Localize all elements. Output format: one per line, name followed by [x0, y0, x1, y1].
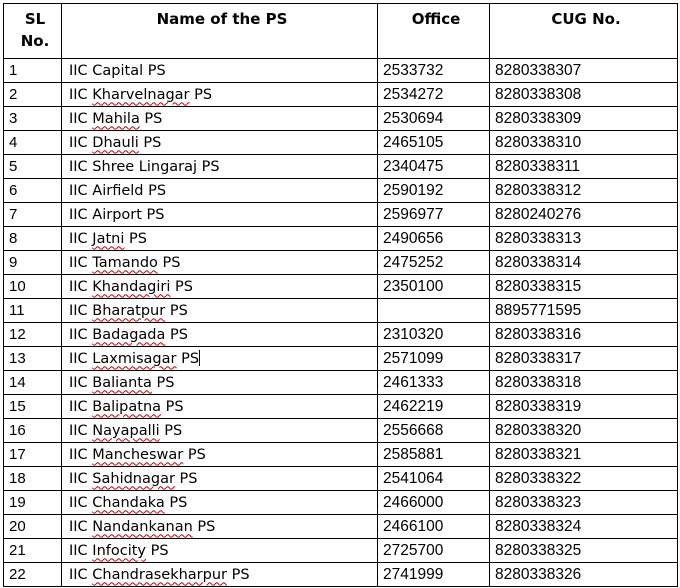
table-row — [4, 515, 678, 539]
cell-sl[interactable]: 1 — [4, 59, 62, 83]
cell-sl[interactable]: 4 — [4, 131, 62, 155]
cell-name[interactable] — [62, 83, 378, 107]
table-row — [4, 323, 678, 347]
name-prefix: IIC — [69, 398, 93, 415]
name-prefix: IIC — [69, 230, 93, 247]
name-suffix: PS — [143, 182, 167, 199]
name-place: Tamando — [92, 254, 158, 271]
table-row — [4, 155, 678, 179]
cell-office[interactable]: 2465105 — [378, 131, 490, 155]
cell-name[interactable] — [62, 179, 378, 203]
name-place: Badagada — [92, 326, 166, 343]
cell-office[interactable]: 2596977 — [378, 203, 490, 227]
name-place: Laxmisagar — [92, 350, 177, 367]
cell-sl[interactable]: 11 — [4, 299, 62, 323]
table-row — [4, 107, 678, 131]
cell-sl[interactable]: 20 — [4, 515, 62, 539]
name-suffix: PS — [161, 398, 184, 415]
name-prefix: IIC — [69, 470, 93, 487]
header-office: Office — [378, 4, 490, 59]
cell-office[interactable]: 2466000 — [378, 491, 490, 515]
table-row — [4, 419, 678, 443]
cell-name[interactable] — [62, 467, 378, 491]
cell-cug[interactable]: 8280338308 — [490, 83, 678, 107]
cell-cug[interactable]: 8280338311 — [490, 155, 678, 179]
cell-cug[interactable]: 8280338324 — [490, 515, 678, 539]
cell-cug[interactable]: 8280338314 — [490, 251, 678, 275]
name-prefix: IIC — [69, 110, 93, 127]
cell-cug[interactable]: 8280338312 — [490, 179, 678, 203]
cell-cug[interactable]: 8280338325 — [490, 539, 678, 563]
name-place: Chandaka — [92, 494, 165, 511]
table-row — [4, 83, 678, 107]
name-place: Kharvelnagar — [92, 86, 190, 103]
cell-office[interactable]: 2462219 — [378, 395, 490, 419]
cell-cug[interactable]: 8280338326 — [490, 563, 678, 587]
cell-office[interactable]: 2534272 — [378, 83, 490, 107]
header-name: Name of the PS — [62, 4, 378, 59]
cell-cug[interactable]: 8280338323 — [490, 491, 678, 515]
name-suffix: PS — [165, 302, 188, 319]
name-place: Infocity — [92, 542, 147, 559]
name-prefix: IIC — [69, 542, 93, 559]
name-place: Bharatpur — [92, 302, 166, 319]
cell-sl[interactable]: 21 — [4, 539, 62, 563]
name-suffix: PS — [165, 326, 188, 343]
name-place: Airport — [92, 206, 142, 223]
cell-name[interactable] — [62, 347, 378, 371]
name-prefix: IIC — [69, 374, 93, 391]
name-place: Balianta — [92, 374, 152, 391]
name-suffix: PS — [183, 446, 206, 463]
cell-name[interactable] — [62, 107, 378, 131]
name-suffix: PS — [143, 62, 166, 79]
cell-sl[interactable]: 19 — [4, 491, 62, 515]
cell-cug[interactable]: 8895771595 — [490, 299, 678, 323]
table-row — [4, 251, 678, 275]
cell-cug[interactable]: 8280240276 — [490, 203, 678, 227]
cell-name[interactable] — [62, 371, 378, 395]
name-prefix: IIC — [69, 494, 93, 511]
cell-sl[interactable]: 22 — [4, 563, 62, 587]
cell-sl[interactable]: 7 — [4, 203, 62, 227]
cell-name[interactable] — [62, 491, 378, 515]
name-place: Nandankanan — [92, 518, 193, 535]
cell-cug[interactable]: 8280338315 — [490, 275, 678, 299]
cell-sl[interactable]: 5 — [4, 155, 62, 179]
name-place: Shree Lingaraj — [92, 158, 198, 175]
cell-cug[interactable]: 8280338313 — [490, 227, 678, 251]
name-prefix: IIC — [69, 350, 93, 367]
cell-cug[interactable]: 8280338310 — [490, 131, 678, 155]
cell-office[interactable]: 2466100 — [378, 515, 490, 539]
cell-office[interactable] — [378, 299, 490, 323]
name-suffix: PS — [170, 278, 193, 295]
name-place: Mahila — [92, 110, 140, 127]
cell-cug[interactable]: 8280338322 — [490, 467, 678, 491]
name-prefix: IIC — [69, 86, 93, 103]
name-prefix: IIC — [69, 254, 93, 271]
table-row — [4, 203, 678, 227]
cell-cug[interactable]: 8280338319 — [490, 395, 678, 419]
cell-office[interactable]: 2340475 — [378, 155, 490, 179]
table-row — [4, 275, 678, 299]
cell-cug[interactable]: 8280338316 — [490, 323, 678, 347]
table-row — [4, 443, 678, 467]
cell-office[interactable]: 2533732 — [378, 59, 490, 83]
name-suffix: PS — [174, 470, 198, 487]
cell-name[interactable] — [62, 395, 378, 419]
name-suffix: PS — [192, 518, 216, 535]
cell-name[interactable] — [62, 515, 378, 539]
table-row — [4, 371, 678, 395]
table-row — [4, 347, 678, 371]
name-prefix: IIC — [69, 566, 93, 583]
table-body — [4, 59, 678, 587]
name-suffix: PS — [139, 110, 163, 127]
cell-office[interactable]: 2310320 — [378, 323, 490, 347]
header-row — [4, 4, 678, 59]
cell-office[interactable]: 2725700 — [378, 539, 490, 563]
cell-office[interactable]: 2530694 — [378, 107, 490, 131]
cell-name[interactable] — [62, 419, 378, 443]
cell-sl[interactable]: 18 — [4, 467, 62, 491]
name-prefix: IIC — [69, 158, 93, 175]
name-suffix: PS — [146, 542, 169, 559]
cell-cug[interactable]: 8280338317 — [490, 347, 678, 371]
table-row — [4, 227, 678, 251]
table-row — [4, 299, 678, 323]
table-row — [4, 539, 678, 563]
table-row — [4, 179, 678, 203]
cell-sl[interactable]: 8 — [4, 227, 62, 251]
text-cursor — [199, 350, 200, 366]
cell-office[interactable]: 2571099 — [378, 347, 490, 371]
name-suffix: PS — [157, 254, 181, 271]
cell-name[interactable] — [62, 299, 378, 323]
cell-office[interactable]: 2541064 — [378, 467, 490, 491]
cell-sl[interactable]: 13 — [4, 347, 62, 371]
name-place: Chandrasekharpur — [92, 566, 228, 583]
name-place: Khandagiri — [92, 278, 171, 295]
name-suffix: PS — [151, 374, 175, 391]
cell-name[interactable] — [62, 563, 378, 587]
name-suffix: PS — [176, 350, 200, 367]
name-prefix: IIC — [69, 62, 93, 79]
cell-name[interactable] — [62, 227, 378, 251]
table-row — [4, 131, 678, 155]
name-suffix: PS — [227, 566, 250, 583]
name-prefix: IIC — [69, 278, 93, 295]
name-suffix: PS — [141, 206, 165, 223]
cell-office[interactable]: 2490656 — [378, 227, 490, 251]
cell-office[interactable]: 2590192 — [378, 179, 490, 203]
header-cug: CUG No. — [490, 4, 678, 59]
name-prefix: IIC — [69, 446, 93, 463]
name-prefix: IIC — [69, 422, 93, 439]
cell-sl[interactable]: 12 — [4, 323, 62, 347]
cell-office[interactable]: 2350100 — [378, 275, 490, 299]
cell-office[interactable]: 2556668 — [378, 419, 490, 443]
name-suffix: PS — [138, 134, 162, 151]
cell-sl[interactable]: 2 — [4, 83, 62, 107]
name-place: Nayapalli — [92, 422, 160, 439]
name-suffix: PS — [189, 86, 213, 103]
name-place: Balipatna — [92, 398, 162, 415]
cell-name[interactable] — [62, 131, 378, 155]
cell-sl[interactable]: 16 — [4, 419, 62, 443]
name-prefix: IIC — [69, 302, 93, 319]
name-suffix: PS — [159, 422, 183, 439]
cell-sl[interactable]: 6 — [4, 179, 62, 203]
police-station-table — [3, 3, 678, 587]
cell-sl[interactable]: 3 — [4, 107, 62, 131]
name-suffix: PS — [197, 158, 220, 175]
cell-office[interactable]: 2585881 — [378, 443, 490, 467]
document-page — [3, 3, 678, 587]
cell-office[interactable]: 2461333 — [378, 371, 490, 395]
cell-sl[interactable]: 17 — [4, 443, 62, 467]
cell-name[interactable] — [62, 203, 378, 227]
cell-cug[interactable]: 8280338320 — [490, 419, 678, 443]
cell-sl[interactable]: 10 — [4, 275, 62, 299]
name-place: Dhauli — [92, 134, 139, 151]
cell-cug[interactable]: 8280338318 — [490, 371, 678, 395]
table-row — [4, 59, 678, 83]
cell-sl[interactable]: 15 — [4, 395, 62, 419]
name-suffix: PS — [164, 494, 188, 511]
name-prefix: IIC — [69, 182, 93, 199]
cell-office[interactable]: 2741999 — [378, 563, 490, 587]
cell-name[interactable] — [62, 275, 378, 299]
cell-name[interactable] — [62, 443, 378, 467]
name-suffix: PS — [124, 230, 147, 247]
cell-name[interactable] — [62, 59, 378, 83]
cell-name[interactable] — [62, 539, 378, 563]
table-row — [4, 491, 678, 515]
name-prefix: IIC — [69, 206, 93, 223]
cell-cug[interactable]: 8280338309 — [490, 107, 678, 131]
name-prefix: IIC — [69, 134, 93, 151]
table-row — [4, 467, 678, 491]
name-place: Mancheswar — [92, 446, 184, 463]
name-place: Jatni — [92, 230, 125, 247]
name-place: Airfield — [92, 182, 144, 199]
name-place: Capital — [92, 62, 144, 79]
cell-sl[interactable]: 14 — [4, 371, 62, 395]
cell-name[interactable] — [62, 251, 378, 275]
cell-name[interactable] — [62, 155, 378, 179]
name-prefix: IIC — [69, 518, 93, 535]
header-sl: SL No. — [4, 4, 62, 59]
cell-sl[interactable]: 9 — [4, 251, 62, 275]
name-place: Sahidnagar — [92, 470, 175, 487]
cell-cug[interactable]: 8280338307 — [490, 59, 678, 83]
cell-office[interactable]: 2475252 — [378, 251, 490, 275]
name-prefix: IIC — [69, 326, 93, 343]
table-header — [4, 4, 678, 59]
cell-name[interactable] — [62, 323, 378, 347]
cell-cug[interactable]: 8280338321 — [490, 443, 678, 467]
table-row — [4, 395, 678, 419]
table-row — [4, 563, 678, 587]
